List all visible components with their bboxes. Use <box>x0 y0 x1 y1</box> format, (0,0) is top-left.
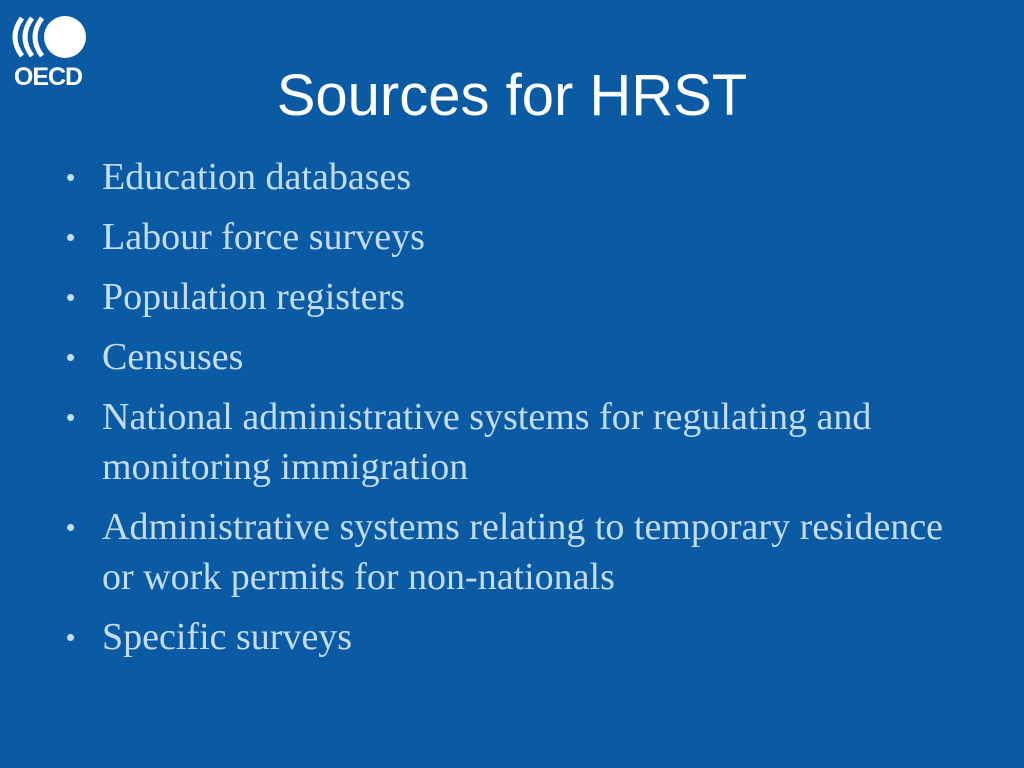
list-item <box>62 152 982 202</box>
bullet-text: Specific surveys <box>102 616 353 658</box>
list-item <box>62 212 982 262</box>
bullet-marker: • <box>66 282 76 312</box>
bullet-text: Education databases <box>102 156 412 198</box>
list-item <box>62 332 982 382</box>
bullet-text: Labour force surveys <box>102 216 425 258</box>
logo-text: OECD <box>13 63 83 91</box>
bullet-text: Censuses <box>102 336 244 378</box>
list-item <box>62 272 982 322</box>
bullet-marker: • <box>66 222 76 252</box>
bullet-text: Administrative systems relating to temporary residence or work permits for non-nationals <box>102 506 944 598</box>
bullet-marker: • <box>66 622 76 652</box>
oecd-emblem-icon <box>8 12 88 64</box>
bullet-list <box>62 152 982 672</box>
list-item <box>62 502 982 602</box>
bullet-marker: • <box>66 342 76 372</box>
bullet-text: Population registers <box>102 276 405 318</box>
list-item <box>62 392 982 492</box>
bullet-marker: • <box>66 512 76 542</box>
list-item <box>62 612 982 662</box>
bullet-marker: • <box>66 402 76 432</box>
bullet-text: National administrative systems for regulating and monitoring immigration <box>102 396 872 488</box>
page-title: Sources for HRST <box>276 63 748 128</box>
bullet-marker: • <box>66 162 76 192</box>
